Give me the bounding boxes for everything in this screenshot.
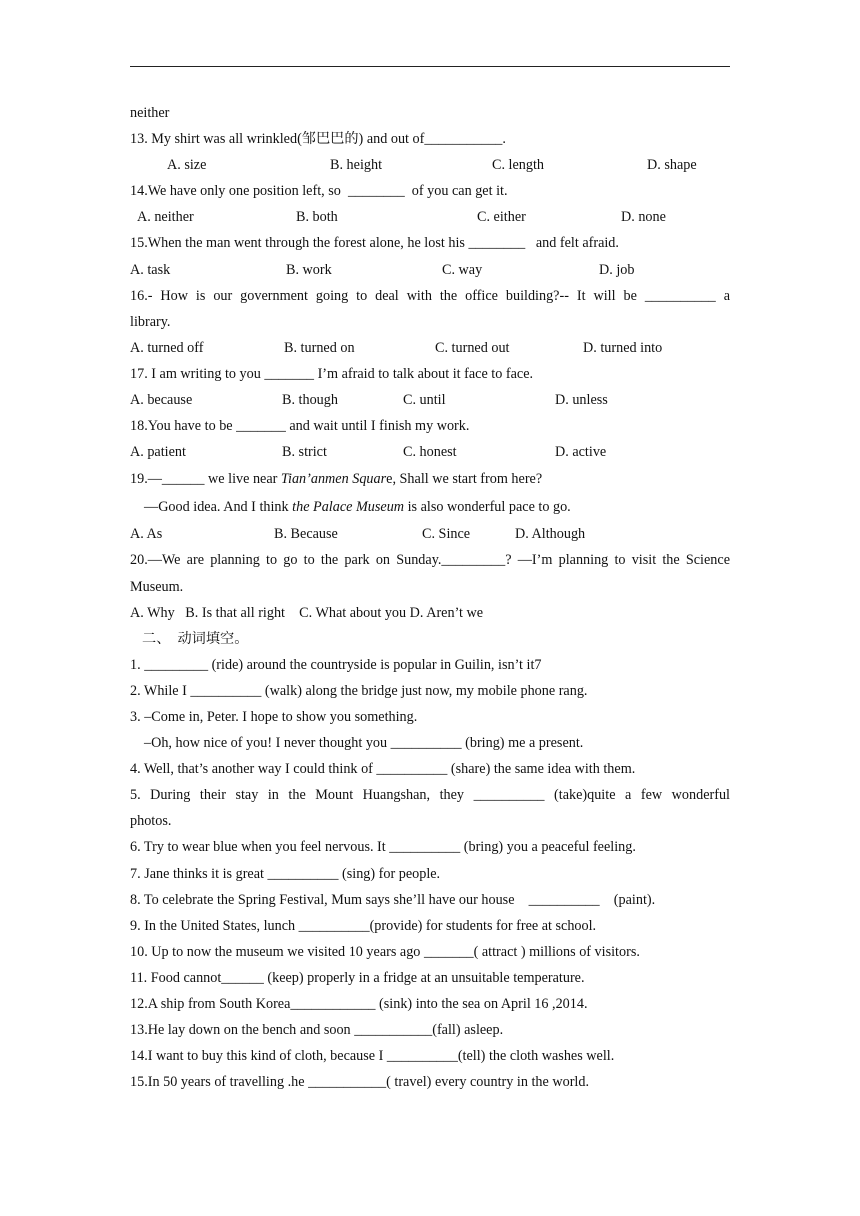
q15-stem: 15.When the man went through the forest alone, he lost his ________ and felt afraid. (130, 235, 619, 252)
q19-stem (130, 465, 730, 493)
q15-options (130, 257, 730, 283)
fill-item-9: 9. In the United States, lunch __________(provide) for students for free at school. (130, 917, 597, 934)
q17-option-a: A. because (130, 392, 193, 409)
q17-options (130, 387, 730, 413)
fill-item-7: 7. Jane thinks it is great __________ (sing) for people. (130, 865, 441, 882)
q15-option-d: D. job (599, 261, 635, 278)
q16-option-b: B. turned on (284, 339, 355, 356)
q17-option-c: C. until (403, 392, 446, 409)
q14-option-c: C. either (477, 209, 526, 226)
q18-options (130, 439, 730, 465)
q19-stem-part1: 19.—______ we live near (130, 471, 281, 488)
q16-stem-line1: 16.- How is our government going to deal with the office building?-- It will be __________ a (130, 287, 730, 304)
q19-stem-part2: e, Shall we start from here? (386, 471, 543, 488)
exercise-content (130, 100, 730, 1095)
q13-options (130, 152, 730, 178)
fill-item-3-reply: –Oh, how nice of you! I never thought you __________ (bring) me a present. (144, 735, 584, 752)
q20-options: A. Why B. Is that all right C. What about you D. Aren’t we (130, 604, 484, 621)
fill-item-13: 13.He lay down on the bench and soon ___________(fall) asleep. (130, 1022, 504, 1039)
q14-stem: 14.We have only one position left, so ________ of you can get it. (130, 183, 508, 200)
fill-item-10: 10. Up to now the museum we visited 10 years ago _______( attract ) millions of visitors. (130, 943, 640, 960)
q19-reply (130, 493, 730, 521)
fill-item-15: 15.In 50 years of travelling .he ___________( travel) every country in the world. (130, 1074, 589, 1091)
q13-stem: 13. My shirt was all wrinkled(邹巴巴的) and out of___________. (130, 131, 506, 148)
fill-item-14: 14.I want to buy this kind of cloth, because I __________(tell) the cloth washes well. (130, 1048, 615, 1065)
q19-option-b: B. Because (274, 526, 338, 543)
q15-option-c: C. way (442, 261, 483, 278)
q17-option-d: D. unless (555, 392, 608, 409)
q16-options (130, 335, 730, 361)
q18-option-b: B. strict (282, 444, 327, 461)
q18-option-a: A. patient (130, 444, 186, 461)
fill-item-1: 1. _________ (ride) around the countryside is popular in Guilin, isn’t it7 (130, 656, 542, 673)
q14-option-d: D. none (621, 209, 666, 226)
fill-item-11: 11. Food cannot______ (keep) properly in a fridge at an unsuitable temperature. (130, 969, 585, 986)
q16-option-a: A. turned off (130, 339, 204, 356)
q14-options (130, 204, 730, 230)
q19-stem-italic: Tian’anmen Squar (280, 471, 387, 488)
fill-item-5-line1: 5. During their stay in the Mount Huangshan, they __________ (take)quite a few wonderful (130, 787, 730, 804)
fill-item-12: 12.A ship from South Korea____________ (sink) into the sea on April 16 ,2014. (130, 996, 588, 1012)
section-2-title: 二、 动词填空。 (142, 630, 249, 647)
q16-option-d: D. turned into (583, 339, 663, 356)
q19-reply-italic: the Palace Museum (292, 499, 405, 516)
q18-stem: 18.You have to be _______ and wait until I finish my work. (130, 418, 470, 435)
q19-options (130, 521, 730, 547)
q14-option-a: A. neither (137, 209, 194, 226)
q19-reply-part2: is also wonderful pace to go. (404, 499, 571, 516)
fill-item-2: 2. While I __________ (walk) along the bridge just now, my mobile phone rang. (130, 682, 588, 699)
q13-option-d: D. shape (647, 157, 697, 174)
q13-option-a: A. size (167, 157, 207, 174)
q16-option-c: C. turned out (435, 339, 510, 356)
q20-stem-line2: Museum. (130, 578, 184, 595)
header-rule (130, 66, 730, 67)
fill-item-3: 3. –Come in, Peter. I hope to show you something. (130, 708, 418, 725)
q14-option-b: B. both (296, 209, 338, 226)
q20-stem-line1: 20.—We are planning to go to the park on Sunday._________? —I’m planning to visit the Science (130, 552, 730, 569)
q19-option-c: C. Since (422, 526, 471, 543)
fill-item-4: 4. Well, that’s another way I could think of __________ (share) the same idea with them. (130, 761, 636, 778)
fill-item-6: 6. Try to wear blue when you feel nervous. It __________ (bring) you a peaceful feeling. (130, 839, 636, 856)
q15-option-b: B. work (286, 261, 332, 278)
q15-option-a: A. task (130, 261, 171, 278)
q18-option-c: C. honest (403, 444, 457, 461)
q19-reply-part1: —Good idea. And I think (144, 499, 293, 516)
q19-option-a: A. As (130, 526, 163, 543)
top-fragment: neither (130, 105, 170, 121)
q17-stem: 17. I am writing to you _______ I’m afraid to talk about it face to face. (130, 365, 534, 382)
q13-option-b: B. height (330, 157, 383, 174)
fill-item-5-line2: photos. (130, 813, 172, 830)
q13-option-c: C. length (492, 157, 545, 174)
q19-option-d: D. Although (515, 526, 586, 543)
fill-item-8: 8. To celebrate the Spring Festival, Mum says she’ll have our house __________ (paint). (130, 891, 656, 908)
q17-option-b: B. though (282, 392, 338, 409)
q16-stem-line2: library. (130, 313, 171, 330)
q18-option-d: D. active (555, 444, 607, 461)
